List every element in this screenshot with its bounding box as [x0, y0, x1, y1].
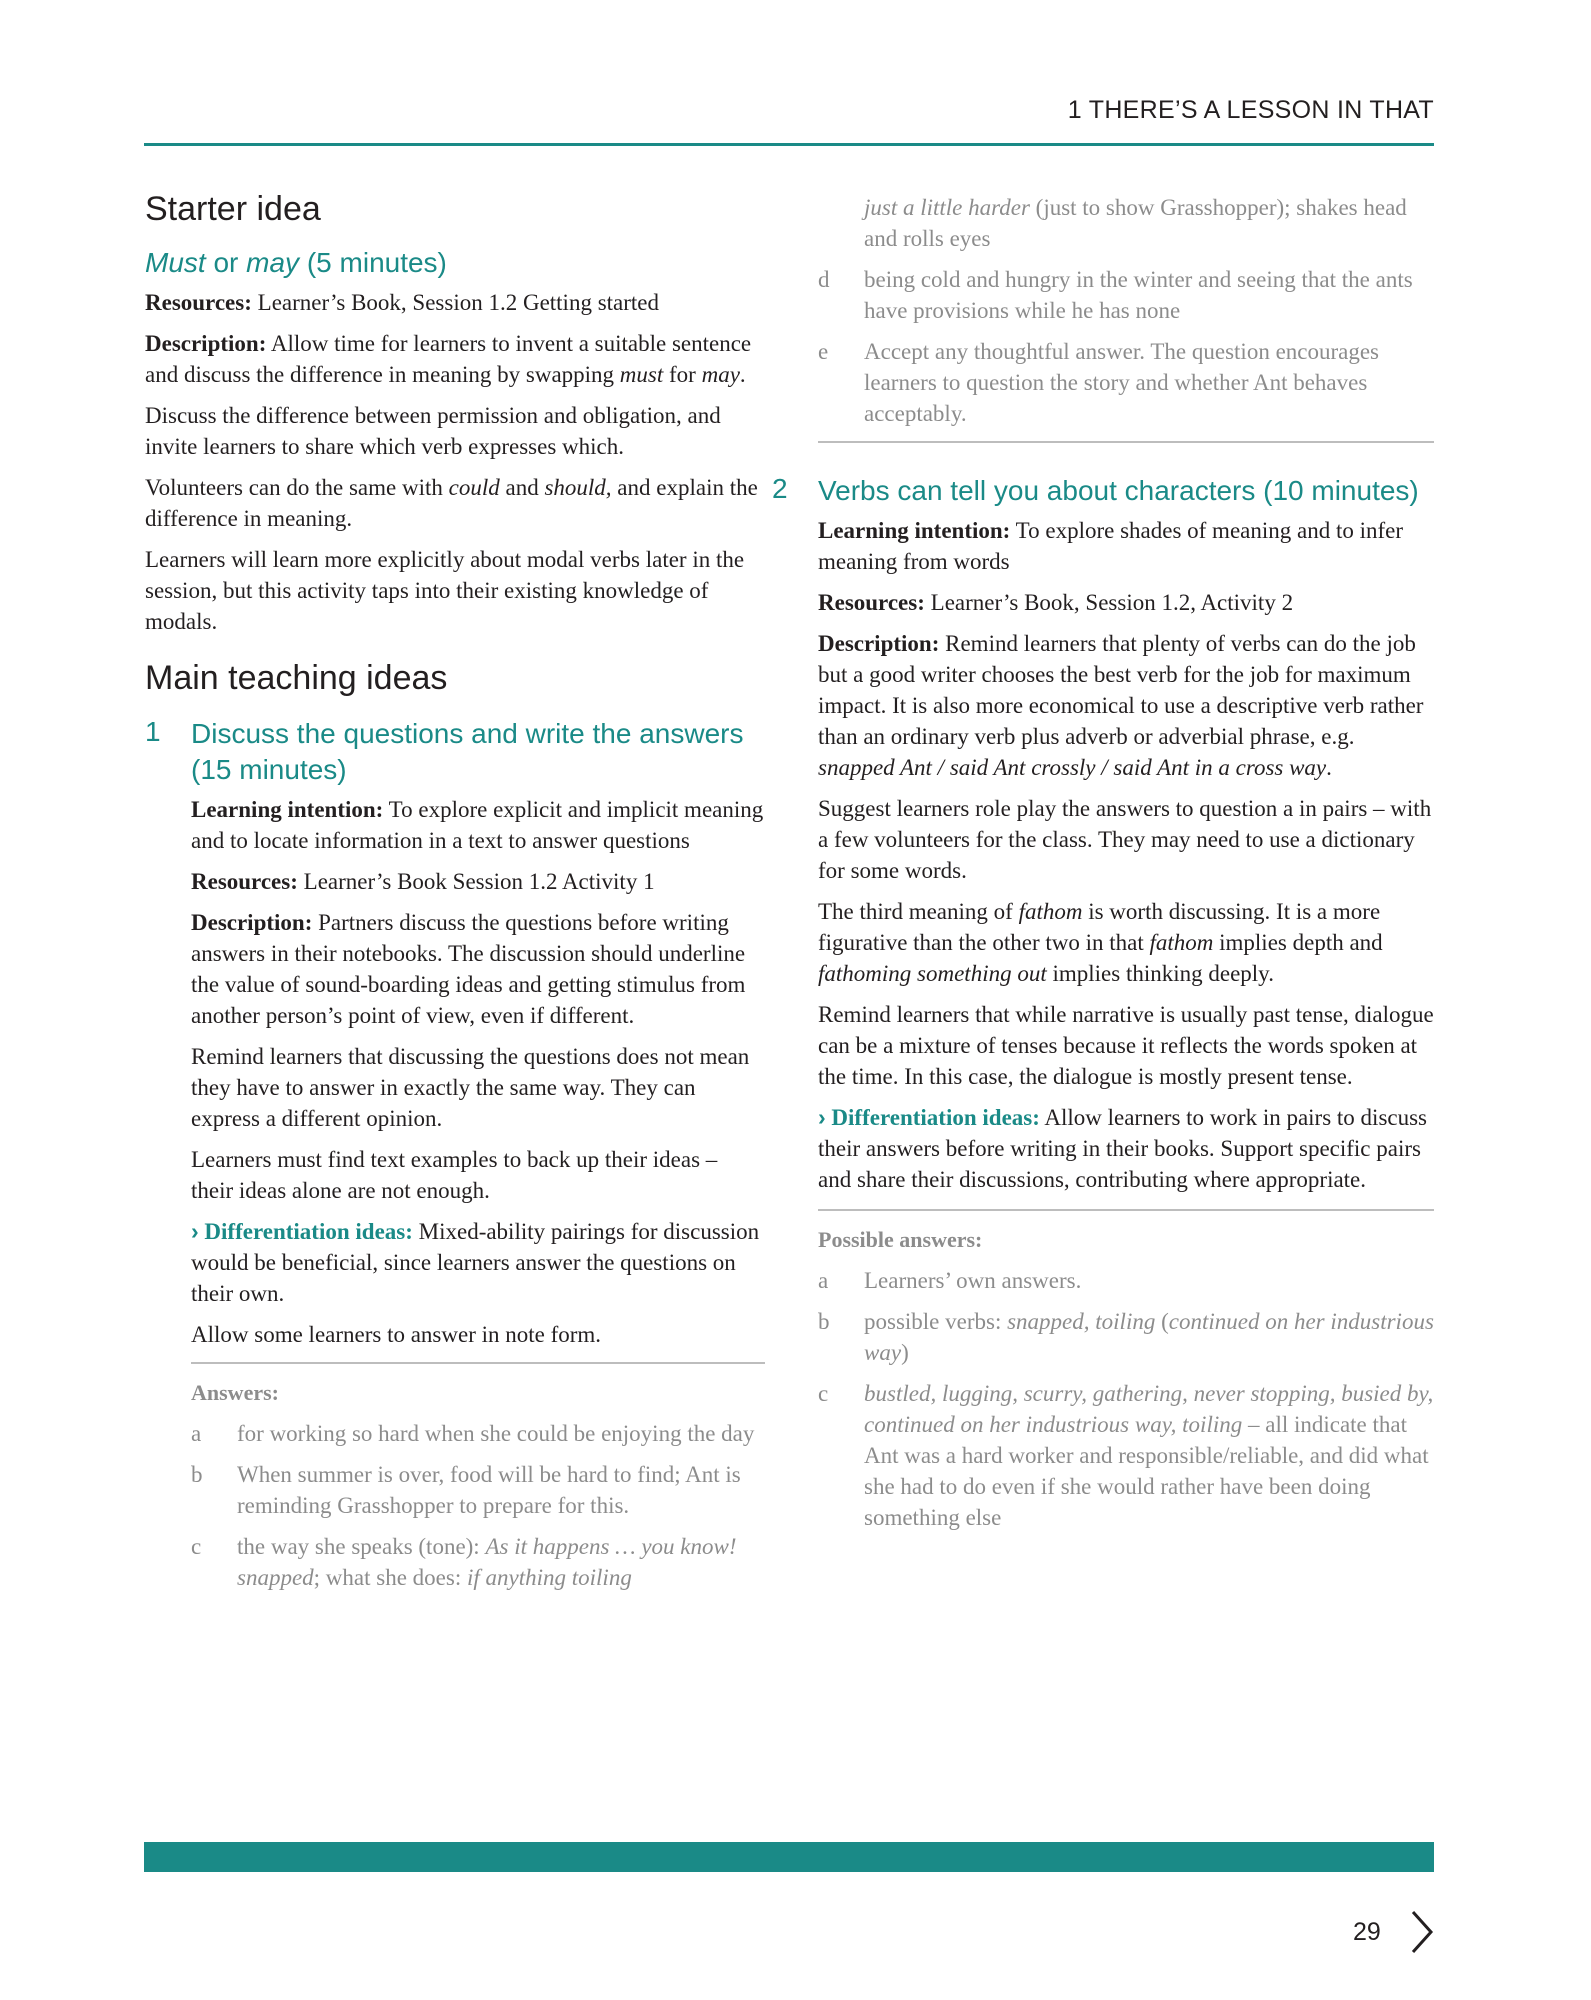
answer-c-text-2: ; what she does:	[313, 1565, 467, 1590]
learning-label: Learning intention:	[191, 797, 384, 822]
activity-1-paragraph-3: Learners must find text examples to back up their ideas – their ideas alone are not enough.	[191, 1147, 718, 1203]
activity-1-title: Discuss the questions and write the answers (15 minutes)	[191, 718, 744, 785]
answer-item	[191, 1531, 765, 1593]
description-end: .	[1326, 755, 1332, 780]
answer-item	[818, 264, 1434, 326]
answer-b-italic-1: snapped, toiling	[1007, 1309, 1156, 1334]
header-rule	[144, 143, 1434, 146]
answer-b-text-2: (	[1155, 1309, 1169, 1334]
answer-letter: a	[191, 1421, 202, 1446]
description-text: Partners discuss the questions before writing answers in their notebooks. The discussion should underline the value of sound-boarding ideas and getting stimulus from another person’s point of view, even if different.	[191, 910, 746, 1028]
answer-text	[864, 1306, 1434, 1368]
answers-end-divider	[818, 441, 1434, 443]
answer-text: for working so hard when she could be enjoying the day	[237, 1421, 755, 1446]
activity-1-number: 1	[145, 716, 161, 747]
starter-heading: Starter idea	[145, 190, 321, 228]
p3-text-d: implies thinking deeply.	[1046, 961, 1274, 986]
resources-text: Learner’s Book Session 1.2 Activity 1	[297, 869, 655, 894]
activity-1-description	[191, 907, 765, 1031]
answer-c-continued	[864, 192, 1434, 254]
answer-letter-blank	[818, 192, 864, 254]
italic-may: may	[701, 362, 740, 387]
answer-text: being cold and hungry in the winter and seeing that the ants have provisions while he has none	[864, 267, 1413, 323]
differentiation-label: Differentiation ideas:	[204, 1219, 413, 1244]
answer-item	[818, 1378, 1434, 1533]
left-column	[145, 190, 765, 1603]
resources-text: Learner’s Book, Session 1.2, Activity 2	[924, 590, 1294, 615]
description-italic: snapped Ant / said Ant crossly / said Ant in a cross way	[818, 755, 1327, 780]
answer-text: Accept any thoughtful answer. The question encourages learners to question the story and whether Ant behaves acceptably.	[864, 339, 1380, 426]
answer-letter: b	[818, 1309, 830, 1334]
answer-b-text-1: possible verbs:	[864, 1309, 1008, 1334]
next-page-icon	[1410, 1910, 1434, 1954]
p3-text-c: and explain the difference in meaning.	[145, 475, 758, 531]
activity-1-paragraph-2: Remind learners that discussing the questions does not mean they have to answer in exactly the same way. They can express a different opinion.	[191, 1044, 750, 1131]
answers-title: Answers:	[191, 1380, 279, 1405]
answer-item	[818, 1306, 1434, 1368]
activity-2	[772, 473, 1434, 1533]
activity-2-resources	[818, 587, 1434, 618]
activity-1-learning-intention	[191, 794, 765, 856]
description-for: for	[663, 362, 702, 387]
answer-c-cont-italic: just a little harder	[864, 195, 1030, 220]
italic-must: must	[619, 362, 664, 387]
title-or: or	[205, 247, 247, 278]
starter-paragraph-4: Learners will learn more explicitly about modal verbs later in the session, but this activity taps into their existing knowledge of modals.	[145, 547, 745, 634]
answer-letter: c	[818, 1381, 829, 1406]
starter-description	[145, 328, 765, 390]
answer-c-italic-1: As it happens … you know! snapped	[237, 1534, 737, 1590]
activity-2-title: Verbs can tell you about characters (10 minutes)	[818, 475, 1419, 506]
learning-label: Learning intention:	[818, 518, 1011, 543]
activity-1-differentiation	[191, 1216, 765, 1309]
answer-item	[191, 1459, 765, 1521]
resources-label: Resources:	[145, 290, 252, 315]
possible-answers-title: Possible answers:	[818, 1227, 983, 1252]
starter-activity-title	[145, 247, 765, 279]
description-text: Allow time for learners to invent a suitable sentence and discuss the difference in meaning by swapping	[145, 331, 752, 387]
answer-text	[864, 1378, 1434, 1533]
differentiation-text: Mixed-ability pairings for discussion would be beneficial, since learners answer the questions on their own.	[191, 1219, 760, 1306]
answer-item	[818, 336, 1434, 429]
answer-b-text-3: )	[901, 1340, 909, 1365]
answer-text: Learners’ own answers.	[864, 1268, 1082, 1293]
italic-should: should,	[544, 475, 612, 500]
answer-letter: e	[818, 339, 829, 364]
title-duration: (5 minutes)	[299, 247, 447, 278]
activity-1	[145, 716, 765, 1593]
starter-paragraph-3	[145, 472, 765, 534]
learning-text: To explore shades of meaning and to infer meaning from words	[818, 518, 1404, 574]
p3-text-a: Volunteers can do the same with	[145, 475, 449, 500]
activity-2-description	[818, 628, 1434, 783]
activity-2-paragraph-2: Suggest learners role play the answers to question a in pairs – with a few volunteers for the class. They may need to use a dictionary for some words.	[818, 796, 1432, 883]
footer-bar	[144, 1842, 1434, 1872]
title-must: Must	[145, 247, 206, 278]
description-text: Remind learners that plenty of verbs can do the job but a good writer chooses the best verb for the job for maximum impact. It is also more economical to use a descriptive verb rather than an ordinary verb plus adverb or adverbial phrase, e.g.	[818, 631, 1424, 749]
title-may: may	[246, 247, 300, 278]
answer-b-italic-2: continued on her industrious way	[864, 1309, 1434, 1365]
description-end: .	[739, 362, 746, 387]
activity-2-paragraph-4: Remind learners that while narrative is usually past tense, dialogue can be a mixture of tenses because it reflects the words spoken at the time. In this case, the dialogue is mostly present tense.	[818, 1002, 1434, 1089]
p3-text-c: implies depth and	[1213, 930, 1383, 955]
answer-text: When summer is over, food will be hard to find; Ant is reminding Grasshopper to prepare for this.	[237, 1462, 741, 1518]
answers-divider	[191, 1362, 765, 1364]
answer-c-italic-2: if anything toiling	[466, 1565, 632, 1590]
answer-letter: a	[818, 1268, 829, 1293]
running-head: 1 THERE’S A LESSON IN THAT	[1067, 96, 1434, 124]
resources-text: Learner’s Book, Session 1.2 Getting started	[251, 290, 660, 315]
p3-text-b: and	[499, 475, 545, 500]
italic-fathom-2: fathom	[1149, 930, 1214, 955]
chevron-right-icon: ›	[191, 1218, 199, 1244]
description-label: Description:	[145, 331, 267, 356]
chevron-right-icon[interactable]	[1410, 1910, 1434, 1959]
answer-letter: d	[818, 267, 830, 292]
activity-1-resources	[191, 866, 765, 897]
answer-item	[818, 192, 1434, 254]
possible-answers-divider	[818, 1209, 1434, 1211]
activity-2-differentiation	[818, 1102, 1434, 1195]
italic-could: could	[448, 475, 500, 500]
answer-item	[818, 1265, 1434, 1296]
activity-2-learning-intention	[818, 515, 1434, 577]
main-teaching-heading: Main teaching ideas	[145, 659, 448, 697]
starter-resources	[145, 287, 765, 318]
activity-2-paragraph-3	[818, 896, 1434, 989]
page-number: 29	[1353, 1918, 1381, 1946]
learning-text: To explore explicit and implicit meaning and to locate information in a text to answer questions	[191, 797, 764, 853]
italic-fathoming: fathoming something out	[818, 961, 1047, 986]
activity-1-paragraph-5: Allow some learners to answer in note form.	[191, 1322, 602, 1347]
answer-item	[191, 1418, 765, 1449]
resources-label: Resources:	[191, 869, 298, 894]
differentiation-text: Allow learners to work in pairs to discuss their answers before writing in their books. Support specific pairs and share their discussions, contributing where appropriate.	[818, 1105, 1428, 1192]
answer-c-italic: bustled, lugging, scurry, gathering, never stopping, busied by, continued on her industrious way, toiling	[864, 1381, 1434, 1437]
differentiation-label: Differentiation ideas:	[831, 1105, 1040, 1130]
answer-letter: c	[191, 1534, 202, 1559]
answer-c-text: – all indicate that Ant was a hard worker and responsible/reliable, and did what she had to do even if she would rather have been doing something else	[864, 1412, 1429, 1530]
resources-label: Resources:	[818, 590, 925, 615]
answer-letter: b	[191, 1462, 203, 1487]
chevron-right-icon: ›	[818, 1104, 826, 1130]
answers-continued	[818, 192, 1434, 443]
italic-fathom: fathom	[1018, 899, 1083, 924]
answer-text	[237, 1531, 765, 1593]
description-label: Description:	[191, 910, 313, 935]
p3-text-b: is worth discussing. It is a more figurative than the other two in that	[818, 899, 1381, 955]
answer-c-text-1: the way she speaks (tone):	[237, 1534, 486, 1559]
activity-2-number: 2	[772, 473, 788, 504]
p3-text-a: The third meaning of	[818, 899, 1019, 924]
starter-paragraph-2: Discuss the difference between permission and obligation, and invite learners to share which verb expresses which.	[145, 403, 721, 459]
right-column	[772, 192, 1434, 1543]
description-label: Description:	[818, 631, 940, 656]
answer-c-cont-text: (just to show Grasshopper); shakes head and rolls eyes	[864, 195, 1407, 251]
